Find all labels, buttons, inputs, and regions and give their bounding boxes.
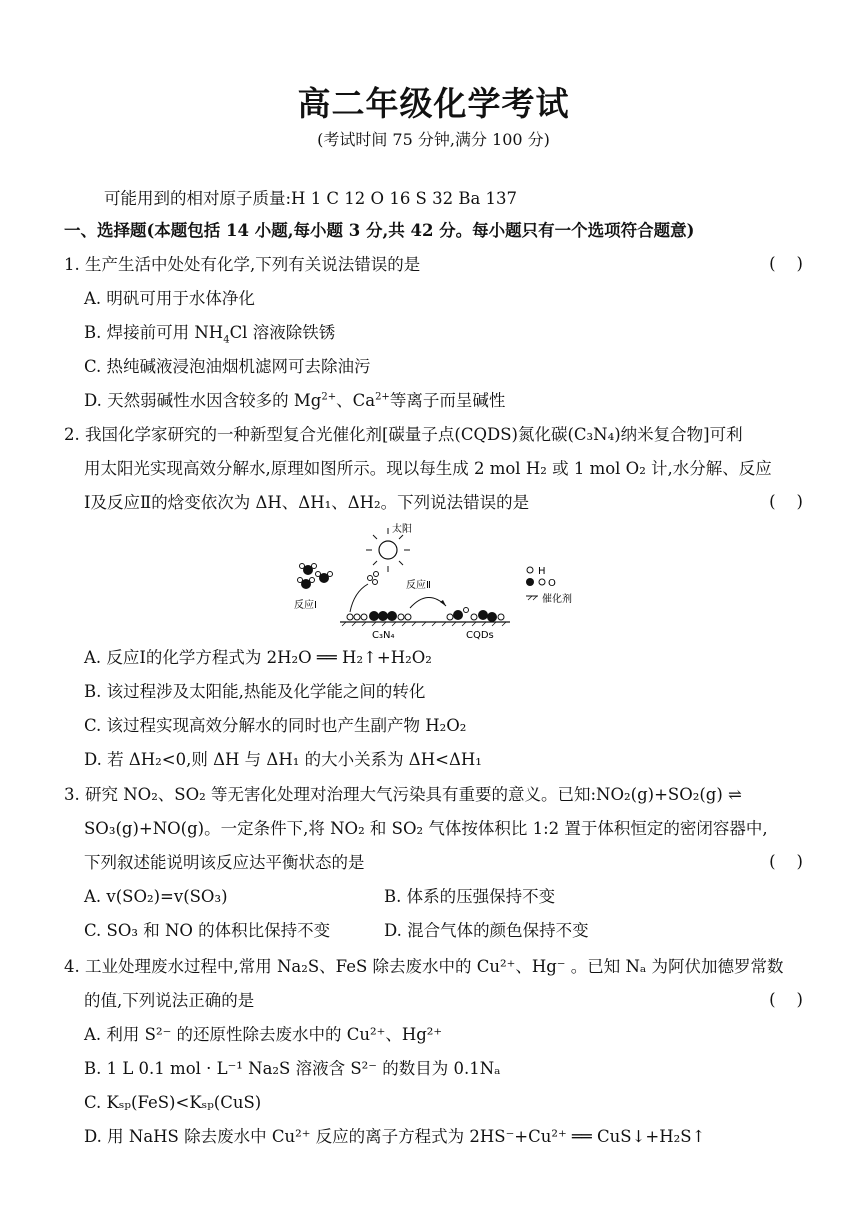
q1-option-b: B. 焊接前可用 $NH_4Cl$ 溶液除铁锈 xyxy=(84,323,336,346)
q4-option-c: C. Kₛₚ(FeS)<Kₛₚ(CuS) xyxy=(84,1093,262,1112)
q2-option-c: C. 该过程实现高效分解水的同时也产生副产物 H₂O₂ xyxy=(84,716,467,735)
q1-option-a: A. 明矾可用于水体净化 xyxy=(84,289,255,308)
legend-catalyst-label: 催化剂 xyxy=(542,594,572,605)
q2-option-d: D. 若 ΔH₂<0,则 ΔH 与 ΔH₁ 的大小关系为 ΔH<ΔH₁ xyxy=(84,750,482,769)
q4-answer-paren: ( ) xyxy=(769,990,803,1009)
q3-option-b: B. 体系的压强保持不变 xyxy=(384,887,556,906)
q3-stem-line3: 下列叙述能说明该反应达平衡状态的是 xyxy=(84,853,365,872)
q4-stem-line1: 4. 工业处理废水过程中,常用 Na₂S、FeS 除去废水中的 Cu²⁺、Hg⁻ 。已知 Nₐ 为阿伏加德罗常数 xyxy=(64,957,784,976)
q4-option-d: D. 用 NaHS 除去废水中 Cu²⁺ 反应的离子方程式为 2HS⁻+Cu²⁺ ══ CuS↓+H₂S↑ xyxy=(84,1127,706,1146)
c3n4-label: C₃N₄ xyxy=(372,630,395,641)
q4-option-b: B. 1 L 0.1 mol · L⁻¹ Na₂S 溶液含 S²⁻ 的数目为 0.1Nₐ xyxy=(84,1059,501,1078)
legend-o-label: O xyxy=(548,578,556,589)
q3-option-a: A. v(SO₂)=v(SO₃) xyxy=(84,887,228,906)
exam-subtitle: (考试时间 75 分钟,满分 100 分) xyxy=(317,130,550,149)
atomic-masses: 可能用到的相对原子质量:H 1 C 12 O 16 S 32 Ba 137 xyxy=(104,189,518,208)
q3-stem-line2: SO₃(g)+NO(g)。一定条件下,将 NO₂ 和 SO₂ 气体按体积比 1:2 置于体积恒定的密闭容器中, xyxy=(84,819,768,838)
c3n4-particles xyxy=(347,611,411,621)
q1-answer-paren: ( ) xyxy=(769,254,803,273)
q4-option-a: A. 利用 S²⁻ 的还原性除去废水中的 Cu²⁺、Hg²⁺ xyxy=(84,1025,443,1044)
q2-option-a: A. 反应Ⅰ的化学方程式为 2H₂O ══ H₂↑+H₂O₂ xyxy=(84,648,432,667)
q1-stem: 1. 生产生活中处处有化学,下列有关说法错误的是 xyxy=(64,255,421,274)
q2-option-b: B. 该过程涉及太阳能,热能及化学能之间的转化 xyxy=(84,682,426,701)
q3-option-d: D. 混合气体的颜色保持不变 xyxy=(384,921,589,940)
q2-stem-line2: 用太阳光实现高效分解水,原理如图所示。现以每生成 2 mol H₂ 或 1 mol O₂ 计,水分解、反应 xyxy=(84,459,772,478)
reaction1-label: 反应Ⅰ xyxy=(294,600,317,611)
q1-option-d: D. 天然弱碱性水因含较多的 $Mg^{2+}$、$Ca^{2+}$等离子而呈碱性 xyxy=(84,391,506,410)
reaction1-arrow xyxy=(350,584,368,612)
cqds-label: CQDs xyxy=(466,630,494,641)
q2-stem-line1: 2. 我国化学家研究的一种新型复合光催化剂[碳量子点(CQDS)氮化碳(C₃N₄)纳米复合物]可利 xyxy=(64,425,743,444)
reaction2-arrow xyxy=(410,597,446,608)
legend-h-label: H xyxy=(538,566,546,577)
photocatalysis-diagram xyxy=(280,522,590,642)
q4-stem-line2: 的值,下列说法正确的是 xyxy=(84,991,255,1010)
h2-bubbles xyxy=(368,572,379,585)
reaction2-label: 反应Ⅱ xyxy=(406,580,431,591)
q1-option-c: C. 热纯碱液浸泡油烟机滤网可去除油污 xyxy=(84,357,371,376)
q2-answer-paren: ( ) xyxy=(769,492,803,511)
q3-stem-line1: 3. 研究 NO₂、SO₂ 等无害化处理对治理大气污染具有重要的意义。已知:NO₂(g)+SO₂(g) ⇌ xyxy=(64,785,742,804)
page-title: 高二年级化学考试 xyxy=(297,84,570,123)
q3-answer-paren: ( ) xyxy=(769,852,803,871)
q2-stem-line3: Ⅰ及反应Ⅱ的焓变依次为 ΔH、ΔH₁、ΔH₂。下列说法错误的是 xyxy=(84,493,530,512)
section-heading: 一、选择题(本题包括 14 小题,每小题 3 分,共 42 分。每小题只有一个选项符合题意) xyxy=(64,221,695,240)
sun-label: 太阳 xyxy=(392,524,412,535)
water-molecules-left xyxy=(298,564,333,590)
reaction2-arrowhead xyxy=(440,600,446,606)
cqds-particles xyxy=(447,608,504,623)
q3-option-c: C. SO₃ 和 NO 的体积比保持不变 xyxy=(84,921,331,940)
